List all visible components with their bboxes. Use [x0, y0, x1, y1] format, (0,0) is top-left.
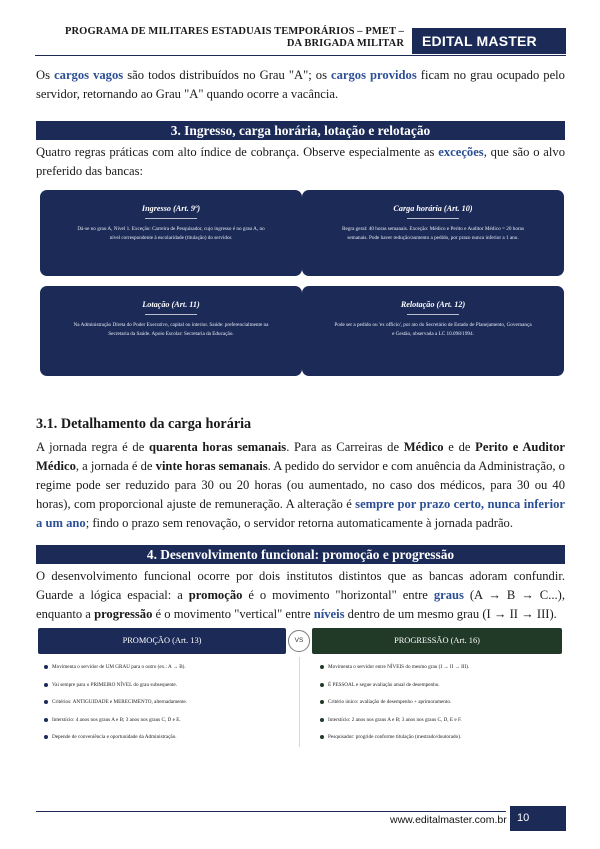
header-title [65, 26, 404, 50]
card-divider [407, 218, 459, 219]
card-title: Lotação (Art. 11) [142, 300, 200, 309]
list-item: Pesquisador: progride conforme titulação (mestrado/doutorado). [318, 734, 562, 752]
bullet-dot-icon [320, 700, 324, 704]
card-text: Pode ser a pedido ou 'ex officio', por ato do Secretário de Estado de Planejamento, Governança e Gestão, observada a LC 10.098/1994. [334, 322, 532, 337]
card-text: Regra geral: 40 horas semanais. Exceção: Médico e Perito e Auditor Médico = 20 horas semanais. Pode haver redução/aumento a pedido, por prazo nunca inferior a 1 ano. [342, 226, 524, 241]
keyword-excecoes: exceções [438, 145, 484, 159]
vs-badge: VS [288, 630, 310, 652]
page-number: 10 [510, 806, 566, 831]
bullet-dot-icon [44, 700, 48, 704]
list-item: Depende de conveniência e oportunidade da Administração. [42, 734, 286, 752]
promocao-header: PROMOÇÃO (Art. 13) [38, 628, 286, 654]
keyword-prazo-certo: sempre por prazo certo, nunca inferior a um ano [36, 497, 565, 530]
bullet-dot-icon [320, 718, 324, 722]
card-ingresso [40, 190, 302, 276]
section-3-1-heading: 3.1. Detalhamento da carga horária [36, 416, 252, 432]
card-divider [145, 218, 197, 219]
comparison-divider [299, 657, 300, 747]
section-3-heading: 3. Ingresso, carga horária, lotação e relotação [36, 121, 565, 140]
section-4-heading: 4. Desenvolvimento funcional: promoção e progressão [36, 545, 565, 564]
section-3-intro-block [36, 143, 565, 181]
list-item: Critérios: ANTIGUIDADE e MERECIMENTO, alternadamente. [42, 699, 286, 717]
section-3-intro: Quatro regras práticas com alto índice de cobrança. Observe especialmente as exceções, que são o alvo preferido das bancas: [36, 145, 565, 178]
card-text: Na Administração Direta do Poder Executivo, capital ou interior. Saúde: preferencialmente na Secretaria da Saúde. Apoio Escolar: Secretaria da Educação. [73, 322, 269, 337]
section-4-paragraph: O desenvolvimento funcional ocorre por dois institutos distintos que as bancas adoram confundir. Guarde a lógica espacial: a promoção é o movimento "horizontal" entre graus (A → B → C...), enquanto a progressão é o movimento "vertical" entre níveis dentro de um mesmo grau (I → II → III). [36, 569, 565, 621]
bullet-dot-icon [320, 665, 324, 669]
keyword-cargos-vagos: cargos vagos [54, 68, 124, 82]
list-item: Interstício: 2 anos nos graus A e B; 3 anos nos graus C, D, E e F. [318, 717, 562, 735]
card-relotacao [302, 286, 564, 376]
card-title: Carga horária (Art. 10) [393, 204, 473, 213]
keyword-graus: graus [433, 588, 464, 602]
bullet-dot-icon [320, 683, 324, 687]
list-item: Interstício: 4 anos nos graus A e B; 3 anos nos graus C, D e E. [42, 717, 286, 735]
keyword-niveis: níveis [313, 607, 345, 621]
list-item: Vai sempre para o PRIMEIRO NÍVEL do grau subsequente. [42, 682, 286, 700]
header-divider [35, 55, 566, 56]
page-header [0, 0, 600, 58]
header-title-line-1: PROGRAMA DE MILITARES ESTADUAIS TEMPORÁRIOS – PMET – [64, 26, 404, 37]
intro-paragraph: Os cargos vagos são todos distribuídos no Grau "A"; os cargos providos ficam no grau ocupado pelo servidor, retornando ao Grau "A" quando ocorre a vacância. [36, 68, 565, 101]
progressao-header: PROGRESSÃO (Art. 16) [312, 628, 562, 654]
card-divider [407, 314, 459, 315]
footer-url: www.editalmaster.com.br [390, 814, 507, 826]
bullet-dot-icon [44, 735, 48, 739]
bullet-dot-icon [44, 665, 48, 669]
card-divider [145, 314, 197, 315]
bullet-dot-icon [320, 735, 324, 739]
list-item: Critério único: avaliação de desempenho + aprimoramento. [318, 699, 562, 717]
card-carga-horaria [302, 190, 564, 276]
list-item: Movimenta o servidor entre NÍVEIS do mesmo grau (I → II → III). [318, 664, 562, 682]
brand-logo: EDITAL MASTER [412, 28, 566, 54]
card-lotacao [40, 286, 302, 376]
section-3-1-paragraph: A jornada regra é de quarenta horas semanais. Para as Carreiras de Médico e de Perito e Auditor Médico, a jornada é de vinte horas semanais. A pedido do servidor e com anuência da Administração, o regime pode ser reduzido para 30 ou 20 horas (ou aumentado, no caso dos médicos, para 30 ou 40 horas), com proporcional ajuste de remuneração. A alteração é sempre por prazo certo, nunca inferior a um ano; findo o prazo sem renovação, o servidor retorna automaticamente à jornada padrão. [36, 440, 565, 530]
progressao-list [318, 664, 562, 752]
section-4-paragraph-block [36, 567, 565, 624]
card-text: Dá-se no grau A, Nível 1. Exceção: Carreira de Pesquisador, cujo ingresso é no grau A, no nível correspondente à escolaridade (titulação) do servidor. [77, 226, 265, 241]
header-title-line-2: DA BRIGADA MILITAR [286, 38, 404, 49]
keyword-cargos-providos: cargos providos [331, 68, 417, 82]
footer-divider [36, 811, 506, 812]
card-title: Ingresso (Art. 9º) [141, 204, 201, 213]
list-item: É PESSOAL e segue avaliação anual de desempenho. [318, 682, 562, 700]
bullet-dot-icon [44, 683, 48, 687]
bullet-dot-icon [44, 718, 48, 722]
section-3-1-paragraph-block [36, 438, 565, 533]
card-title: Relotação (Art. 12) [400, 300, 466, 309]
intro-paragraph-block [36, 66, 565, 104]
promocao-list [42, 664, 286, 752]
list-item: Movimenta o servidor de UM GRAU para o outro (ex.: A → B). [42, 664, 286, 682]
